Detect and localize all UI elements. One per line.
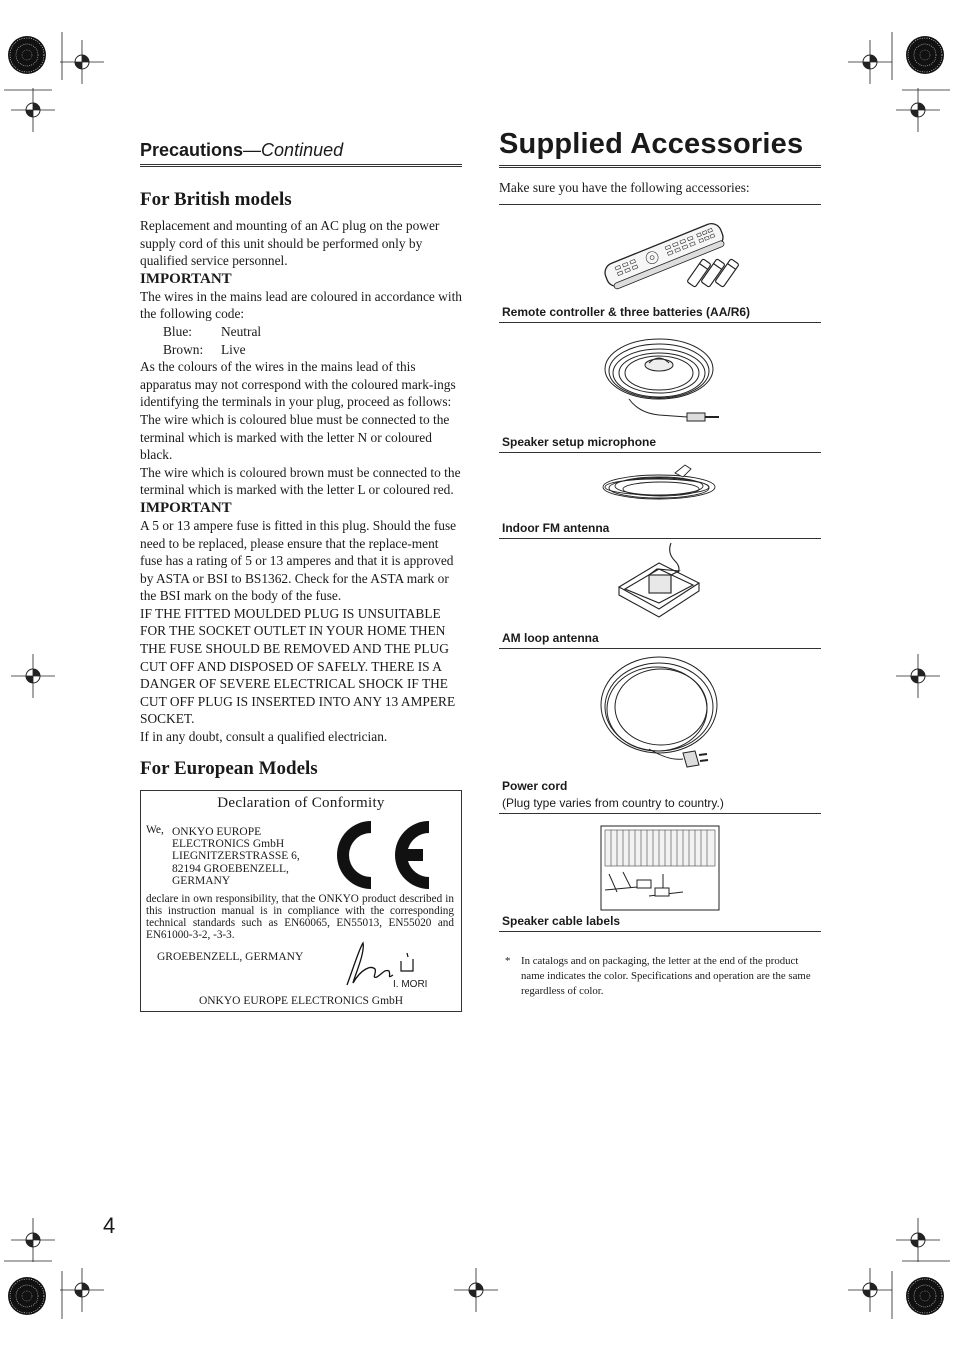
remote-controller-icon <box>499 205 821 305</box>
power-cord-icon <box>499 649 821 779</box>
european-models-title: For European Models <box>140 757 318 779</box>
accessory-note-power-cord: (Plug type varies from country to country.) <box>502 796 724 810</box>
british-models-body <box>140 217 462 746</box>
paragraph-electrician: If in any doubt, consult a qualified electrician. <box>140 729 388 745</box>
accessory-power-cord <box>499 649 821 814</box>
footnote-star: * <box>505 955 511 967</box>
wire-row-blue: Blue: Neutral <box>163 323 262 339</box>
footnote <box>499 954 821 999</box>
right-column <box>499 128 821 999</box>
wires-intro: The wires in the mains lead are coloured in accordance with the following code: <box>140 288 462 322</box>
british-models-title: For British models <box>140 189 292 210</box>
paragraph-blue-wire: The wire which is coloured blue must be connected to the terminal which is marked with the letter N or coloured black. <box>140 411 450 463</box>
fm-antenna-icon <box>499 453 821 521</box>
accessory-label-cable-labels: Speaker cable labels <box>502 914 621 928</box>
declaration-text: declare in own responsibility, that the ONKYO product described in this instruction manual is in compliance with the corresponding technical standards such as EN60065, EN55013, EN55020 and EN61000-3-2, -3-3. <box>146 892 454 942</box>
accessory-am-loop-antenna <box>499 539 821 649</box>
important-heading-2: IMPORTANT <box>140 499 232 516</box>
accessory-label-am-antenna: AM loop antenna <box>502 631 599 645</box>
wire-row-brown: Brown: Live <box>163 341 246 357</box>
we-label: We, <box>146 823 164 836</box>
accessory-setup-microphone <box>499 323 821 453</box>
company-footer: ONKYO EUROPE ELECTRONICS GmbH <box>198 994 404 1007</box>
am-loop-antenna-icon <box>499 539 821 631</box>
page-number: 4 <box>103 1213 116 1238</box>
company-address: ONKYO EUROPE ELECTRONICS GmbH LIEGNITZERSTRASSE 6, 82194 GROEBENZELL, GERMANY <box>172 825 300 887</box>
accessory-label-remote: Remote controller & three batteries (AA/R6) <box>502 305 751 319</box>
accessory-label-fm-antenna: Indoor FM antenna <box>502 521 610 535</box>
page-title: Supplied Accessories <box>499 128 821 168</box>
accessory-fm-antenna <box>499 453 821 539</box>
continued-label: —Continued <box>243 140 344 160</box>
declaration-place: GROEBENZELL, GERMANY <box>157 950 304 963</box>
left-column <box>140 140 462 1012</box>
paragraph-colours: As the colours of the wires in the mains lead of this apparatus may not correspond with the coloured mark-ings identifying the terminals in your plug, proceed as follows: <box>140 359 456 410</box>
signer-name: I. MORI <box>393 978 428 990</box>
important-heading-1: IMPORTANT <box>140 270 232 287</box>
paragraph-brown-wire: The wire which is coloured brown must be connected to the terminal which is marked with the letter L or coloured red. <box>140 464 461 498</box>
microphone-icon <box>499 323 821 435</box>
speaker-cable-labels-icon <box>499 814 821 914</box>
precautions-header <box>140 140 462 167</box>
precautions-title: Precautions <box>140 140 244 160</box>
accessory-label-microphone: Speaker setup microphone <box>502 435 657 449</box>
accessory-speaker-cable-labels <box>499 814 821 932</box>
paragraph-fuse: A 5 or 13 ampere fuse is fitted in this plug. Should the fuse need to be replaced, please ensure that the replace-ment fuse has a rating of 5 or 13 amperes and that it is approved by ASTA or BSI to BS1362. Check for the ASTA mark or the BSI mark on the body of the fuse. <box>140 517 457 604</box>
british-intro: Replacement and mounting of an AC plug on the power supply cord of this unit should be performed only by qualified service personnel. <box>140 218 440 269</box>
declaration-title: Declaration of Conformity <box>217 794 385 811</box>
declaration-of-conformity-box <box>140 790 462 1012</box>
accessories-intro: Make sure you have the following accessories: <box>499 180 821 205</box>
accessory-remote-controller <box>499 205 821 323</box>
paragraph-warning: IF THE FITTED MOULDED PLUG IS UNSUITABLE FOR THE SOCKET OUTLET IN YOUR HOME THEN THE FUSE SHOULD BE REMOVED AND THE PLUG CUT OFF AND DISPOSED OF SAFELY. THERE IS A DANGER OF SEVERE ELECTRICAL SHOCK IF THE CUT OFF PLUG IS INSERTED INTO ANY 13 AMPERE SOCKET. <box>140 605 456 727</box>
ce-mark-icon <box>331 817 437 893</box>
footnote-text: In catalogs and on packaging, the letter at the end of the product name indicates the color. Specifications and operation are the same regardless of color. <box>521 955 811 997</box>
accessory-label-power-cord: Power cord <box>502 779 568 793</box>
